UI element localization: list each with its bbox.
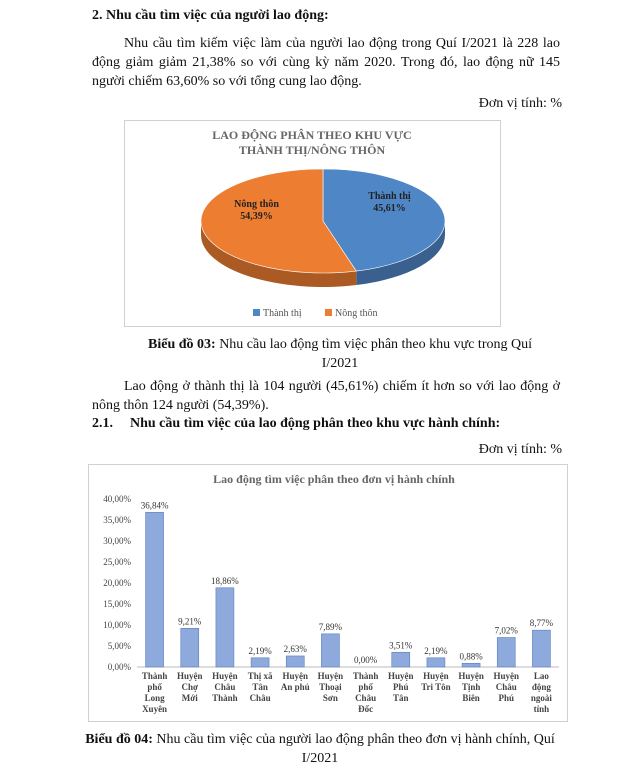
x-category-label-10: Biên [462, 693, 480, 703]
intro-paragraph [92, 34, 560, 91]
x-category-label-11: Châu [495, 682, 517, 692]
x-category-label-1: Thành [141, 671, 168, 681]
urban-rural-text: Lao động ở thành thị là 104 người (45,61%) chiếm ít hơn so với lao động ở nông thôn 124 người (54,39%). [92, 379, 560, 413]
caption-label-2: Biểu đồ 04: [85, 732, 153, 747]
caption-label: Biểu đồ 03: [148, 337, 216, 352]
x-category-label-2: Chợ [181, 682, 198, 692]
x-category-label-4: Châu [249, 693, 271, 703]
chart-caption-04 [80, 730, 560, 768]
x-category-label-9: Huyện [423, 671, 449, 681]
y-tick-label: 35,00% [103, 515, 131, 525]
y-tick-label: 20,00% [103, 578, 131, 588]
x-category-label-8: Tân [392, 693, 409, 703]
pie-value-label-1: 45,61% [373, 203, 406, 215]
bar-value-label-10: 0,88% [459, 651, 483, 662]
x-category-label-3: Châu [214, 682, 236, 692]
x-category-label-5: An phú [280, 682, 310, 692]
pie-title-line-2: THÀNH THỊ/NÔNG THÔN [238, 143, 386, 157]
bar-9 [427, 658, 445, 667]
x-category-label-1: Long [144, 693, 165, 703]
x-category-label-6: Sơn [322, 693, 338, 703]
x-category-label-7: phố [358, 682, 373, 692]
pie-value-label-2: 54,39% [240, 210, 273, 222]
bar-5 [286, 656, 304, 667]
x-category-label-10: Tịnh [461, 682, 481, 692]
x-category-label-6: Thoại [319, 682, 342, 692]
bar-2 [181, 628, 199, 667]
bar-bars [141, 500, 554, 714]
bar-chart [89, 465, 567, 721]
y-tick-label: 10,00% [103, 620, 131, 630]
chart-caption-03 [140, 335, 540, 373]
bar-8 [392, 652, 410, 667]
bar-value-label-12: 8,77% [529, 618, 554, 629]
bar-chart-box [88, 464, 568, 722]
y-tick-label: 30,00% [103, 536, 131, 546]
pie-chart-box [124, 120, 501, 327]
bar-12 [532, 630, 550, 667]
pie-slices [201, 169, 445, 287]
bar-value-label-1: 36,84% [140, 500, 169, 511]
bar-chart-title: Lao động tìm việc phân theo đơn vị hành chính [213, 472, 455, 486]
x-category-label-1: Xuyên [142, 704, 168, 714]
pie-legend [253, 308, 378, 319]
y-tick-label: 25,00% [103, 557, 131, 567]
bar-3 [216, 588, 234, 667]
x-category-label-3: Huyện [212, 671, 238, 681]
y-tick-label: 5,00% [107, 641, 131, 651]
x-category-label-7: Thành [352, 671, 379, 681]
x-category-label-12: ngoài [530, 693, 552, 703]
subsection-title: Nhu cầu tìm việc của lao động phân theo khu vực hành chính: [130, 416, 501, 431]
bar-4 [251, 658, 269, 667]
y-tick-label: 15,00% [103, 599, 131, 609]
y-tick-label: 0,00% [107, 662, 131, 672]
y-tick-label: 40,00% [103, 494, 131, 504]
x-category-label-12: tỉnh [533, 704, 550, 714]
x-category-label-4: Tân [252, 682, 268, 692]
pie-title-line-1: LAO ĐỘNG PHÂN THEO KHU VỰC [212, 128, 412, 142]
subsection-number: 2.1. [92, 416, 113, 431]
x-category-label-9: Tri Tôn [421, 682, 451, 692]
caption-text: Nhu cầu lao động tìm việc phân theo khu vực trong Quí I/2021 [215, 337, 532, 371]
subsection-heading [92, 416, 500, 432]
urban-rural-paragraph [92, 377, 560, 415]
x-category-label-5: Huyện [282, 671, 309, 681]
bar-1 [146, 512, 164, 667]
bar-value-label-8: 3,51% [389, 640, 413, 651]
x-category-label-8: Phú [392, 682, 409, 692]
section-heading: 2. Nhu cầu tìm việc của người lao động: [92, 8, 329, 23]
x-category-label-2: Mới [181, 693, 198, 703]
x-category-label-11: Huyện [493, 671, 520, 681]
x-category-label-1: phố [147, 682, 162, 692]
bar-value-label-2: 9,21% [178, 616, 202, 627]
x-category-label-10: Huyện [458, 671, 484, 681]
bar-value-label-7: 0,00% [353, 655, 378, 665]
bar-value-label-4: 2,19% [248, 645, 272, 656]
pie-label-2: Nông thôn [234, 198, 279, 210]
x-category-label-12: Lao [533, 671, 549, 681]
x-category-label-11: Phú [498, 693, 515, 703]
bar-value-label-9: 2,19% [424, 645, 448, 656]
x-category-label-4: Thị xã [247, 671, 273, 681]
bar-10 [462, 663, 480, 667]
caption-text-2: Nhu cầu tìm việc của người lao động phân theo đơn vị hành chính, Quí I/2021 [152, 732, 555, 766]
bar-value-label-3: 18,86% [211, 575, 239, 586]
x-category-label-3: Thành [212, 693, 238, 703]
unit-label: Đơn vị tính: % [478, 96, 562, 111]
unit-label-2: Đơn vị tính: % [478, 442, 562, 457]
pie-legend-swatch-2 [325, 309, 332, 316]
pie-legend-swatch-1 [253, 309, 260, 316]
x-category-label-8: Huyện [387, 671, 414, 681]
bar-11 [497, 638, 515, 667]
x-category-label-12: động [531, 682, 551, 692]
bar-value-label-6: 7,89% [318, 621, 343, 632]
x-category-label-7: Đốc [358, 704, 374, 714]
x-category-label-2: Huyện [176, 671, 203, 681]
x-category-label-7: Châu [355, 693, 377, 703]
x-category-label-6: Huyện [317, 671, 344, 681]
bar-value-label-5: 2,63% [283, 643, 307, 654]
intro-paragraph-text: Nhu cầu tìm kiếm việc làm của người lao động trong Quí I/2021 là 228 lao động giảm giảm 21,38% so với cùng kỳ năm 2020. Trong đó, lao động nữ 145 người chiếm 63,60% so với tổng cung lao động. [92, 36, 560, 89]
pie-legend-label-1: Thành thị [263, 308, 302, 319]
pie-label-1: Thành thị [368, 191, 411, 203]
bar-value-label-11: 7,02% [494, 625, 518, 636]
pie-chart [125, 121, 500, 326]
bar-6 [321, 634, 339, 667]
pie-legend-label-2: Nông thôn [335, 308, 378, 319]
